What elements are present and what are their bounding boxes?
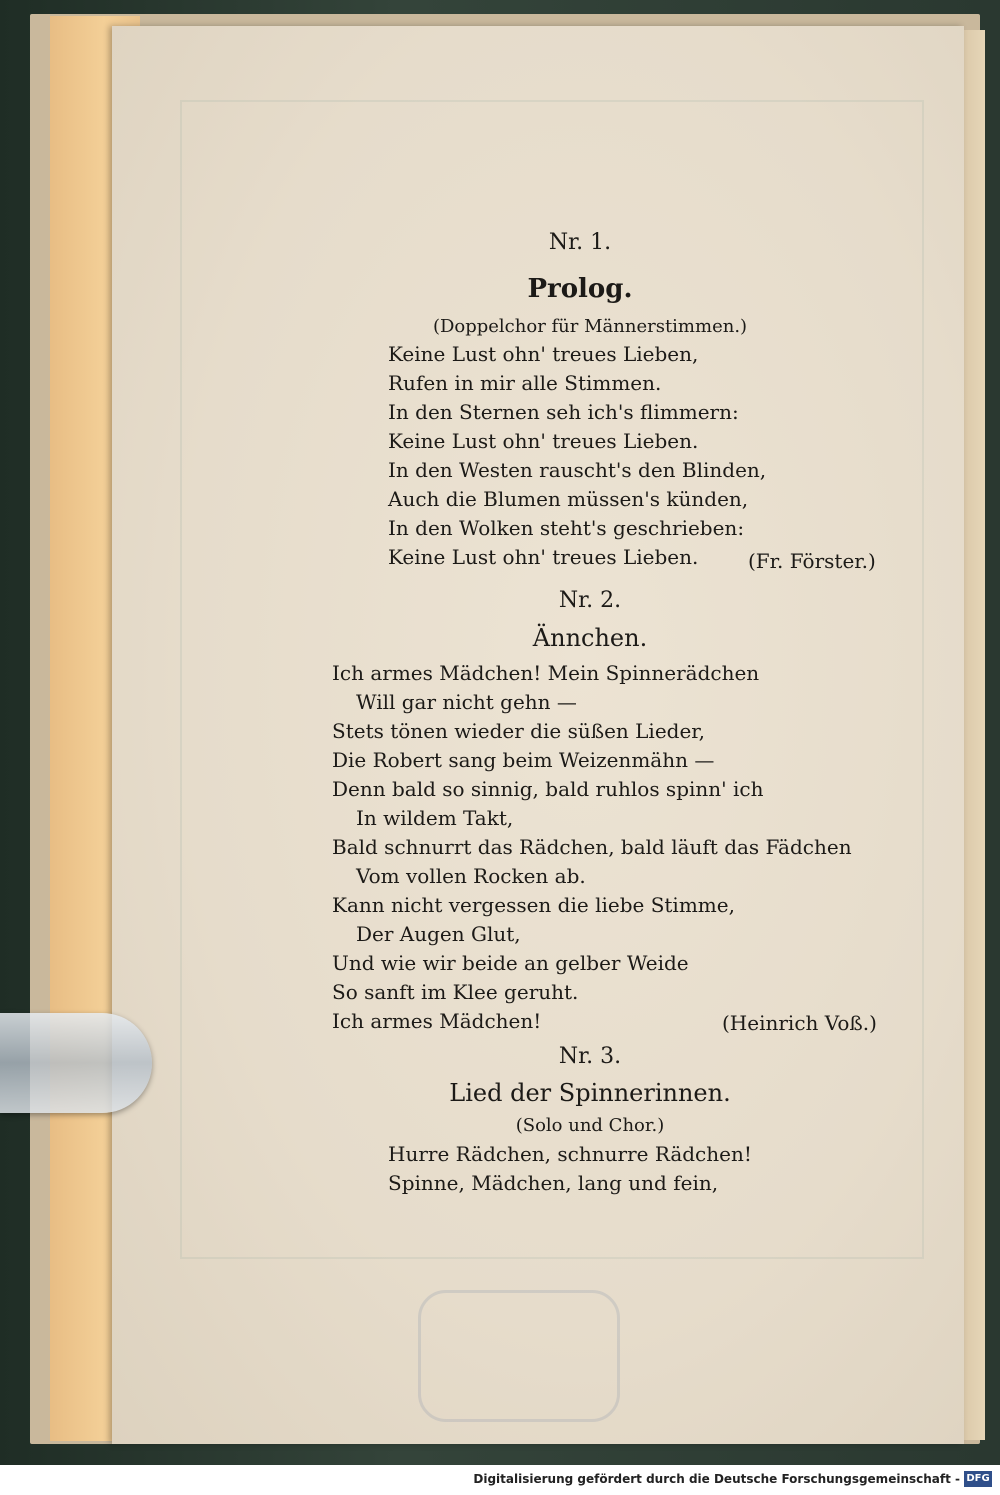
page-clip (0, 1013, 152, 1113)
song2-line: Stets tönen wieder die süßen Lieder, (332, 719, 706, 743)
song2-line: Ich armes Mädchen! Mein Spinnerädchen (332, 661, 760, 685)
song2-title: Ännchen. (532, 624, 648, 652)
song1-title: Prolog. (527, 274, 633, 304)
song2-line: Bald schnurrt das Rädchen, bald läuft das Fädchen (332, 835, 852, 859)
song1-number: Nr. 1. (548, 230, 612, 255)
song1-line: In den Sternen seh ich's flimmern: (388, 400, 739, 424)
song3-number: Nr. 3. (558, 1044, 622, 1069)
song1-line: In den Westen rauscht's den Blinden, (388, 458, 767, 482)
song3-subtitle: (Solo und Chor.) (515, 1115, 665, 1136)
song3-title: Lied der Spinnerinnen. (449, 1079, 731, 1107)
song1-line: Rufen in mir alle Stimmen. (388, 371, 662, 395)
song2-line: Vom vollen Rocken ab. (356, 864, 586, 888)
footer-credit: Digitalisierung gefördert durch die Deutsche Forschungsgemeinschaft - (473, 1472, 960, 1486)
song2-line: Ich armes Mädchen! (332, 1009, 542, 1033)
song1-author: (Fr. Förster.) (748, 549, 876, 573)
song1-line: Keine Lust ohn' treues Lieben. (388, 545, 699, 569)
song2-line: Will gar nicht gehn — (356, 690, 577, 714)
song1-line: Keine Lust ohn' treues Lieben, (388, 342, 699, 366)
song3-line: Spinne, Mädchen, lang und fein, (388, 1171, 719, 1195)
song2-line: In wildem Takt, (356, 806, 514, 830)
song2-number: Nr. 2. (558, 588, 622, 613)
dfg-logo: DFG (964, 1471, 992, 1487)
song1-subtitle: (Doppelchor für Männerstimmen.) (432, 316, 748, 337)
song2-line: Und wie wir beide an gelber Weide (332, 951, 689, 975)
song2-author: (Heinrich Voß.) (722, 1011, 877, 1035)
song3-line: Hurre Rädchen, schnurre Rädchen! (388, 1142, 752, 1166)
song1-line: Auch die Blumen müssen's künden, (388, 487, 749, 511)
song2-line: So sanft im Klee geruht. (332, 980, 579, 1004)
song2-line: Kann nicht vergessen die liebe Stimme, (332, 893, 735, 917)
song2-line: Denn bald so sinnig, bald ruhlos spinn' ich (332, 777, 764, 801)
song1-line: Keine Lust ohn' treues Lieben. (388, 429, 699, 453)
footer-bar (0, 1465, 1000, 1495)
song1-line: In den Wolken steht's geschrieben: (388, 516, 745, 540)
song2-line: Der Augen Glut, (356, 922, 521, 946)
library-stamp (418, 1290, 620, 1422)
song2-line: Die Robert sang beim Weizenmähn — (332, 748, 715, 772)
